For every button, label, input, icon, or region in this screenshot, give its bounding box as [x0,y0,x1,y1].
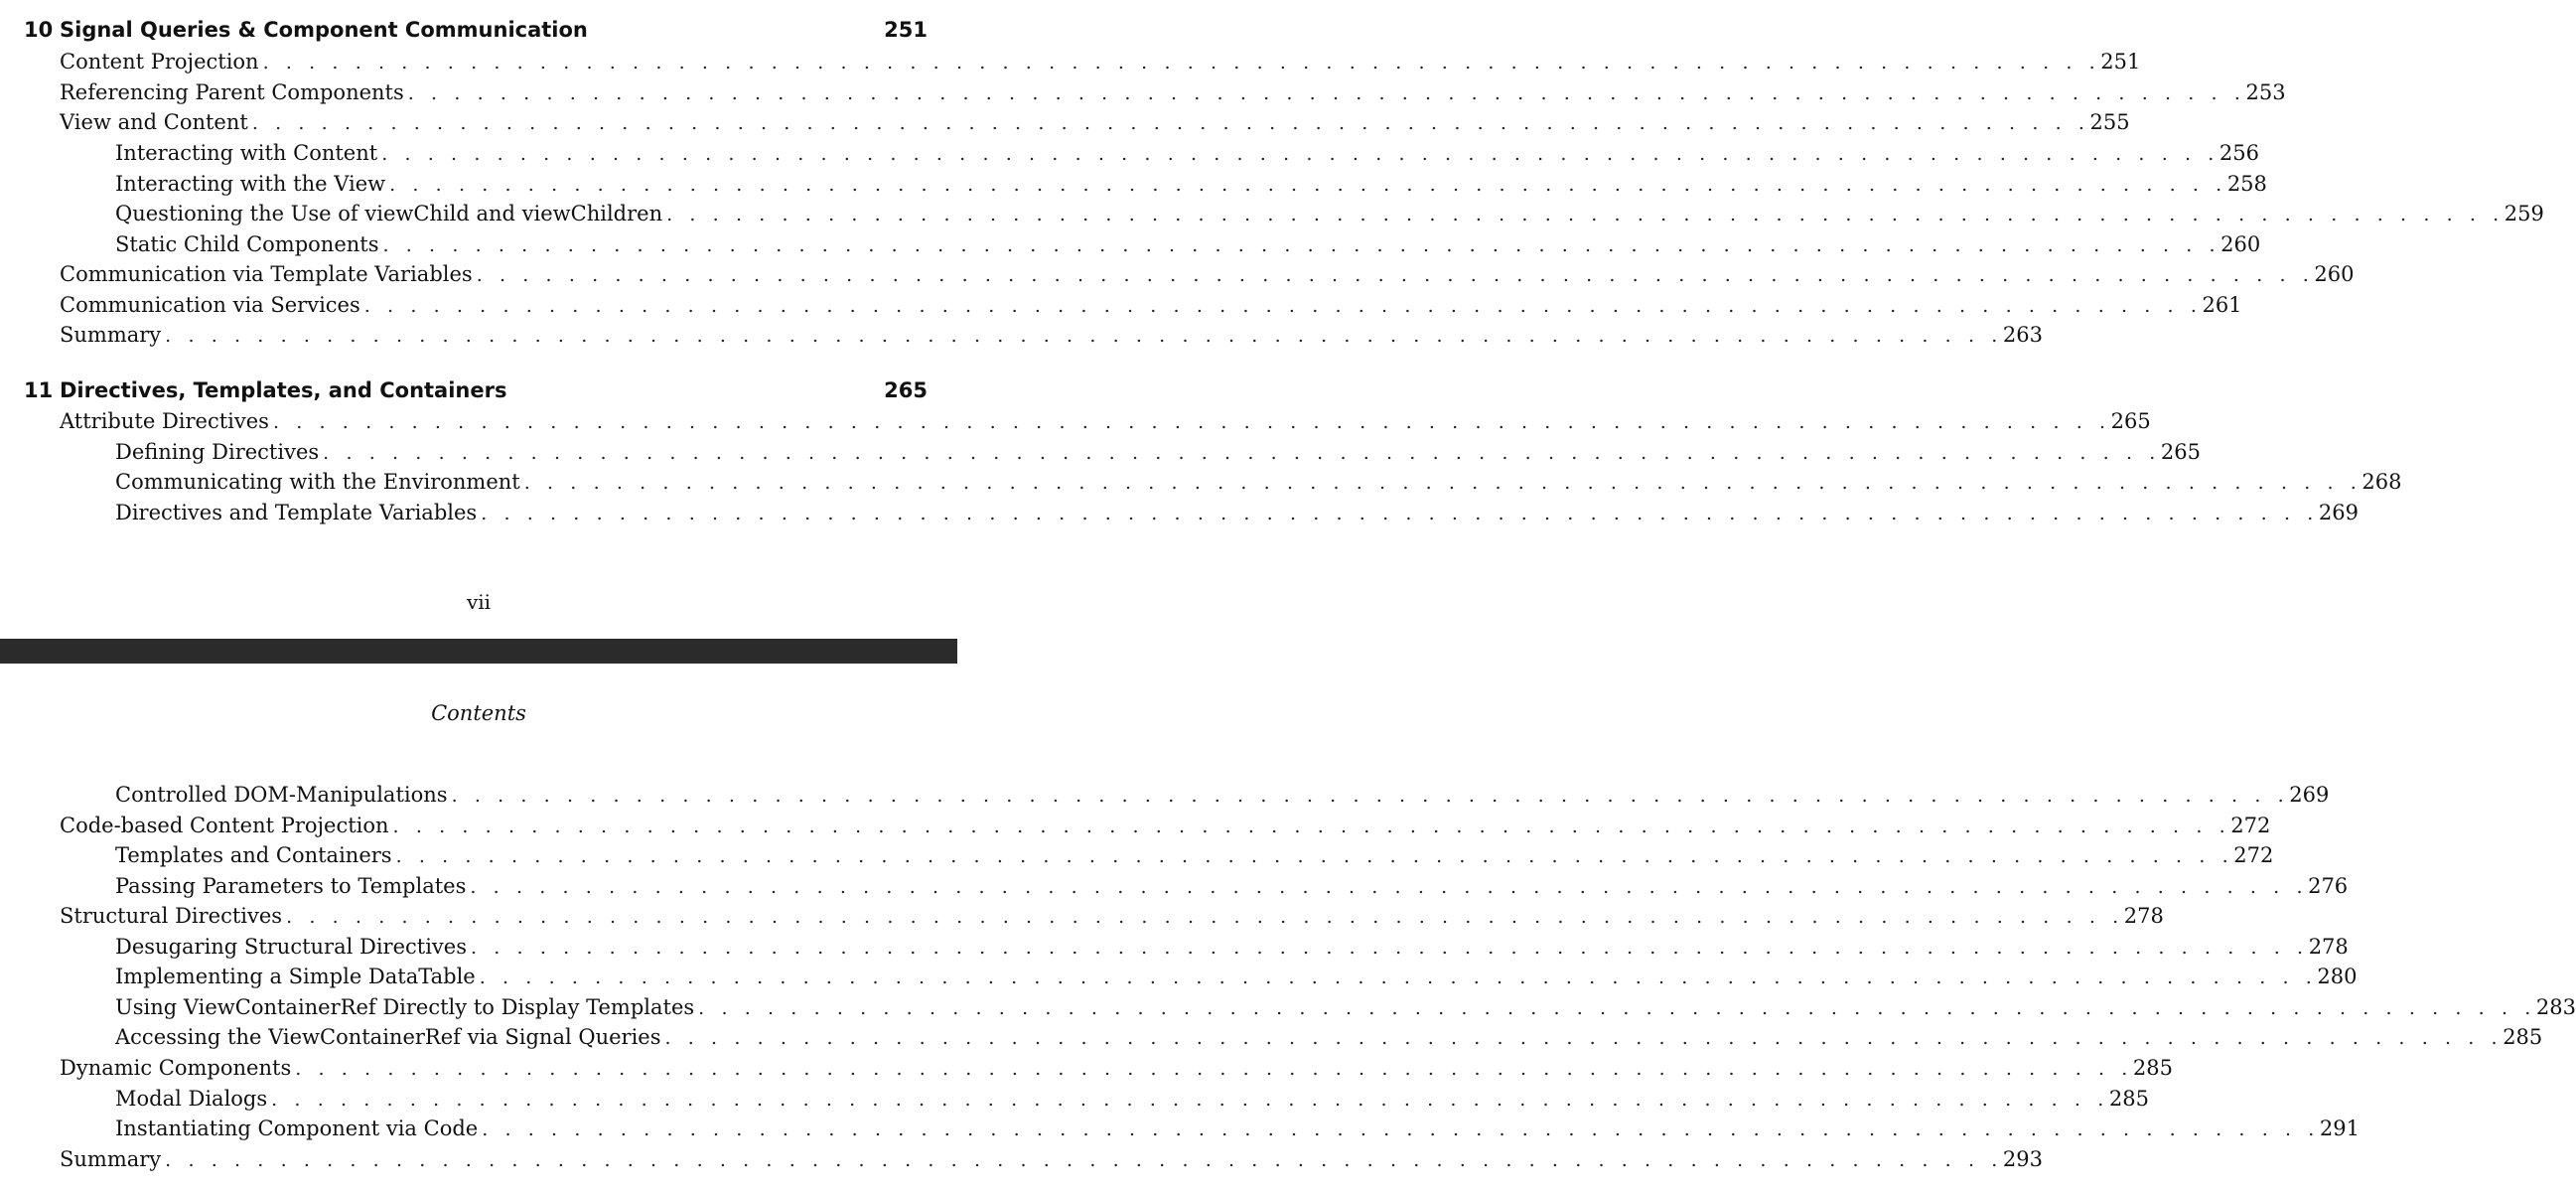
toc-subsection-entry[interactable] [0,959,2358,988]
dot-leader: . . . . . . . . . . . . . . . . . . . . . . . . . . . . . . . . . . . . . . . . . . . . . . . . . . . . . . . . . . . . . . . . . . . . . . . . . . . . . . . . [165,325,2003,347]
page-number: 251 [2100,50,2141,74]
dot-leader: . . . . . . . . . . . . . . . . . . . . . . . . . . . . . . . . . . . . . . . . . . . . . . . . . . . . . . . . . . . . . . . . . . . . . . . . . . . . . . . . [323,442,2161,464]
toc-subsection-entry[interactable] [0,464,2402,494]
page-number: 269 [2318,501,2359,524]
toc-subsection-entry[interactable] [0,837,2274,867]
toc-subsection-entry[interactable] [0,868,2349,898]
dot-leader: . . . . . . . . . . . . . . . . . . . . . . . . . . . . . . . . . . . . . . . . . . . . . . . . . . . . . . . . . . . . . . . . . . . . . . . . . . . . . . . . [286,906,2124,928]
page-number: 269 [2289,783,2330,807]
dot-leader: . . . . . . . . . . . . . . . . . . . . . . . . . . . . . . . . . . . . . . . . . . . . . . . . . . . . . . . . . . . . . . . . . . . . . . . . . . . . . . . . [479,967,2318,988]
toc-section-entry[interactable] [0,104,2130,134]
dot-leader: . . . . . . . . . . . . . . . . . . . . . . . . . . . . . . . . . . . . . . . . . . . . . . . . . . . . . . . . . . . . . . . . . . . . . . . . . . . . . . . . [523,472,2362,494]
entry-title: Questioning the Use of viewChild and viewChildren [115,202,663,225]
entry-title: Interacting with the View [115,172,386,196]
entry-title: Communication via Services [60,293,360,317]
dot-leader: . . . . . . . . . . . . . . . . . . . . . . . . . . . . . . . . . . . . . . . . . . . . . . . . . . . . . . . . . . . . . . . . . . . . . . . . . . . . . . . . [407,82,2246,104]
toc-page-next [0,664,2576,1192]
entry-title: Modal Dialogs [115,1087,268,1111]
page-number: 285 [2503,1025,2543,1049]
page-number: 285 [2132,1056,2173,1080]
chapter-number: 10 [24,18,54,42]
page-number: 272 [2233,843,2274,867]
dot-leader: . . . . . . . . . . . . . . . . . . . . . . . . . . . . . . . . . . . . . . . . . . . . . . . . . . . . . . . . . . . . . . . . . . . . . . . . . . . . . . . . [295,1058,2133,1080]
dot-leader: . . . . . . . . . . . . . . . . . . . . . . . . . . . . . . . . . . . . . . . . . . . . . . . . . . . . . . . . . . . . . . . . . . . . . . . . . . . . . . . . [271,1089,2109,1111]
dot-leader: . . . . . . . . . . . . . . . . . . . . . . . . . . . . . . . . . . . . . . . . . . . . . . . . . . . . . . . . . . . . . . . . . . . . . . . . . . . . . . . . [389,174,2227,196]
page-number: 276 [2308,874,2349,898]
entry-title: Controlled DOM-Manipulations [115,783,448,807]
toc-chapter-entry[interactable] [0,12,928,42]
toc-chapter-entry[interactable] [0,372,928,402]
page-number: 258 [2226,172,2267,196]
entry-title [0,378,510,402]
dot-leader: . . . . . . . . . . . . . . . . . . . . . . . . . . . . . . . . . . . . . . . . . . . . . . . . . . . . . . . . . . . . . . . . . . . . . . . . . . . . . . . . [666,204,2504,225]
dot-leader: . . . . . . . . . . . . . . . . . . . . . . . . . . . . . . . . . . . . . . . . . . . . . . . . . . . . . . . . . . . . . . . . . . . . . . . . . . . . . . . . [392,816,2231,837]
toc-subsection-entry[interactable] [0,434,2201,464]
page-number: 293 [2002,1147,2043,1171]
dot-leader: . . . . . . . . . . . . . . . . . . . . . . . . . . . . . . . . . . . . . . . . . . . . . . . . . . . . . . . . . . . . . . . . . . . . . . . . . . . . . . . . [272,411,2111,433]
page-number: 251 [884,18,928,42]
page-number: 261 [2202,293,2242,317]
toc-subsection-entry[interactable] [0,1019,2543,1049]
dot-leader: . . . . . . . . . . . . . . . . . . . . . . . . . . . . . . . . . . . . . . . . . . . . . . . . . . . . . . . . . . . . . . . . . . . . . . . . . . . . . . . . [481,503,2319,524]
toc-subsection-entry[interactable] [0,989,2576,1019]
dot-leader: . . . . . . . . . . . . . . . . . . . . . . . . . . . . . . . . . . . . . . . . . . . . . . . . . . . . . . . . . . . . . . . . . . . . . . . . . . . . . . . . [470,876,2309,898]
entry-title: Content Projection [60,50,259,74]
toc-section-entry[interactable] [0,74,2286,104]
toc-subsection-entry[interactable] [0,1111,2360,1140]
chapter-number: 11 [24,378,54,402]
dot-leader: . . . . . . . . . . . . . . . . . . . . . . . . . . . . . . . . . . . . . . . . . . . . . . . . . . . . . . . . . . . . . . . . . . . . . . . . . . . . . . . . [698,997,2536,1019]
entry-title: Code-based Content Projection [60,814,389,837]
dot-leader: . . . . . . . . . . . . . . . . . . . . . . . . . . . . . . . . . . . . . . . . . . . . . . . . . . . . . . . . . . . . . . . . . . . . . . . . . . . . . . . . [395,845,2234,867]
toc-section-entry[interactable] [0,1050,2173,1080]
page-number: 278 [2308,935,2349,959]
page-number: 255 [2089,110,2130,134]
toc-section-entry[interactable] [0,808,2271,837]
toc-subsection-entry[interactable] [0,135,2259,165]
page-number: 265 [884,378,928,402]
entry-title: Summary [60,1147,162,1171]
dot-leader: . . . . . . . . . . . . . . . . . . . . . . . . . . . . . . . . . . . . . . . . . . . . . . . . . . . . . . . . . . . . . . . . . . . . . . . . . . . . . . . . [382,234,2221,256]
entry-title: Communicating with the Environment [115,470,520,494]
page-number: 291 [2319,1117,2360,1140]
toc-section-entry[interactable] [0,1141,2043,1171]
page-number: 260 [2220,232,2261,256]
page-separator [0,639,957,664]
toc-section-entry[interactable] [0,256,2355,286]
page-number: 265 [2110,409,2151,433]
entry-title: Directives and Template Variables [115,501,478,524]
page-number: 253 [2245,80,2286,104]
entry-title: Passing Parameters to Templates [115,874,467,898]
entry-title: Static Child Components [115,232,379,256]
toc-subsection-entry[interactable] [0,929,2349,959]
toc-subsection-entry[interactable] [0,777,2330,807]
dot-leader: . . . . . . . . . . . . . . . . . . . . . . . . . . . . . . . . . . . . . . . . . . . . . . . . . . . . . . . . . . . . . . . . . . . . . . . . . . . . . . . . [251,112,2090,134]
page-number-footer: vii [466,590,492,614]
page-number: 263 [2002,323,2043,347]
dot-leader: . . . . . . . . . . . . . . . . . . . . . . . . . . . . . . . . . . . . . . . . . . . . . . . . . . . . . . . . . . . . . . . . . . . . . . . . . . . . . . . . [381,143,2219,165]
page-number: 259 [2504,202,2544,225]
page-number: 256 [2218,141,2259,165]
toc-subsection-entry[interactable] [0,226,2261,256]
dot-leader: . . . . . . . . . . . . . . . . . . . . . . . . . . . . . . . . . . . . . . . . . . . . . . . . . . . . . . . . . . . . . . . . . . . . . . . . . . . . . . . . [471,937,2309,959]
entry-title: Templates and Containers [115,843,392,867]
dot-leader: . . . . . . . . . . . . . . . . . . . . . . . . . . . . . . . . . . . . . . . . . . . . . . . . . . . . . . . . . . . . . . . . . . . . . . . . . . . . . . . . [482,1118,2320,1140]
toc-section-entry[interactable] [0,403,2151,433]
entry-title [0,18,592,42]
toc-subsection-entry[interactable] [0,1081,2149,1111]
entry-title: Structural Directives [60,904,283,928]
page-number: 283 [2535,995,2576,1019]
entry-title: Accessing the ViewContainerRef via Signal Queries [115,1025,661,1049]
entry-title: Referencing Parent Components [60,80,404,104]
page-number: 285 [2108,1087,2149,1111]
running-head: Contents [431,701,526,725]
entry-title: Defining Directives [115,440,320,464]
toc-section-entry[interactable] [0,44,2141,74]
entry-title: Using ViewContainerRef Directly to Display Templates [115,995,695,1019]
toc-subsection-entry[interactable] [0,166,2267,196]
entry-title: Desugaring Structural Directives [115,935,467,959]
dot-leader: . . . . . . . . . . . . . . . . . . . . . . . . . . . . . . . . . . . . . . . . . . . . . . . . . . . . . . . . . . . . . . . . . . . . . . . . . . . . . . . . [476,264,2315,286]
dot-leader: . . . . . . . . . . . . . . . . . . . . . . . . . . . . . . . . . . . . . . . . . . . . . . . . . . . . . . . . . . . . . . . . . . . . . . . . . . . . . . . . [451,785,2290,807]
entry-title: Dynamic Components [60,1056,292,1080]
page-number: 278 [2123,904,2164,928]
toc-section-entry[interactable] [0,317,2043,347]
entry-title: View and Content [60,110,248,134]
toc-subsection-entry[interactable] [0,196,2544,225]
toc-subsection-entry[interactable] [0,495,2359,524]
page-number: 280 [2317,965,2358,988]
entry-title: Communication via Template Variables [60,262,473,286]
chapter-title: Signal Queries & Component Communication [60,18,588,42]
entry-title: Implementing a Simple DataTable [115,965,476,988]
entry-title: Summary [60,323,162,347]
entry-title: Instantiating Component via Code [115,1117,479,1140]
toc-section-entry[interactable] [0,898,2164,928]
dot-leader: . . . . . . . . . . . . . . . . . . . . . . . . . . . . . . . . . . . . . . . . . . . . . . . . . . . . . . . . . . . . . . . . . . . . . . . . . . . . . . . . [165,1149,2003,1171]
dot-leader: . . . . . . . . . . . . . . . . . . . . . . . . . . . . . . . . . . . . . . . . . . . . . . . . . . . . . . . . . . . . . . . . . . . . . . . . . . . . . . . . [363,295,2203,317]
page-number: 272 [2230,814,2271,837]
dot-leader: . . . . . . . . . . . . . . . . . . . . . . . . . . . . . . . . . . . . . . . . . . . . . . . . . . . . . . . . . . . . . . . . . . . . . . . . . . . . . . . . [664,1027,2504,1049]
page-number: 268 [2361,470,2402,494]
toc-section-entry[interactable] [0,287,2242,317]
entry-title: Attribute Directives [60,409,269,433]
chapter-title: Directives, Templates, and Containers [60,378,507,402]
page-number: 265 [2160,440,2201,464]
page-number: 260 [2314,262,2355,286]
entry-title: Interacting with Content [115,141,378,165]
dot-leader: . . . . . . . . . . . . . . . . . . . . . . . . . . . . . . . . . . . . . . . . . . . . . . . . . . . . . . . . . . . . . . . . . . . . . . . . . . . . . . . . [262,52,2101,74]
